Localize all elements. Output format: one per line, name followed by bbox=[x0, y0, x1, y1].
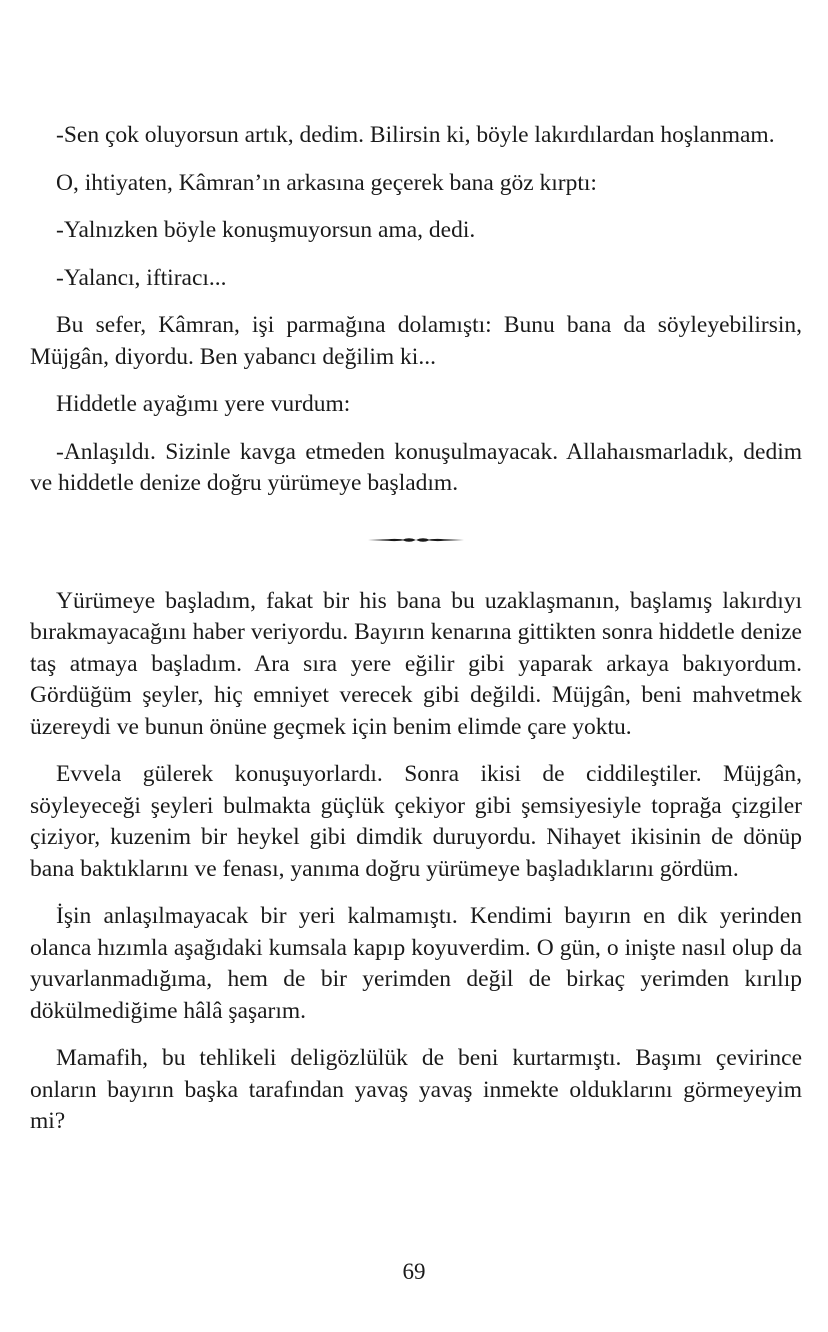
section-before-break bbox=[30, 120, 802, 500]
page-number: 69 bbox=[402, 1259, 426, 1284]
paragraph: -Yalnızken böyle konuşmuyorsun ama, dedi. bbox=[56, 217, 476, 243]
paragraph: Yürümeye başladım, fakat bir his bana bu uzaklaşmanın, başlamış lakırdıyı bırakmayacağını haber veriyordu. Bayırın kenarına gittikten sonra hiddetle denize taş atmaya başladım. Ara sıra yere eğilir gibi yaparak arkaya bakıyordum. Gördüğüm şeyler, hiç emniyet verecek gibi değildi. Müjgân, beni mahvetmek üzereydi ve bunun önüne geçmek için benim elimde çare yoktu. bbox=[30, 587, 802, 740]
paragraph: Hiddetle ayağımı yere vurdum: bbox=[56, 391, 351, 417]
paragraph: Mamafih, bu tehlikeli deligözlülük de beni kurtarmıştı. Başımı çevirince onların bayırın başka tarafından yavaş yavaş inmekte olduklarını görmeyeyim mi? bbox=[30, 1045, 802, 1134]
page-body bbox=[30, 120, 802, 1154]
paragraph: Evvela gülerek konuşuyorlardı. Sonra ikisi de ciddileştiler. Müjgân, söyleyeceği şeyleri bulmakta güçlük çekiyor gibi şemsiyesiyle toprağa çizgiler çiziyor, kuzenim bir heykel gibi dimdik duruyordu. Nihayet ikisinin de dönüp bana baktıklarını ve fenası, yanıma doğru yürümeye başladıklarını gördüm. bbox=[30, 761, 802, 882]
paragraph: -Anlaşıldı. Sizinle kavga etmeden konuşulmayacak. Allahaısmarladık, dedim ve hiddetle denize doğru yürümeye başladım. bbox=[30, 438, 802, 496]
paragraph: İşin anlaşılmayacak bir yeri kalmamıştı. Kendimi bayırın en dik yerinden olanca hızımla aşağıdaki kumsala kapıp koyuverdim. O gün, o inişte nasıl olup da yuvarlanmadığıma, hem de bir yerimden değil de birkaç yerimden kırılıp dökülmediğime hâlâ şaşarım. bbox=[30, 903, 802, 1024]
section-after-break bbox=[30, 586, 802, 1138]
section-break bbox=[30, 520, 802, 560]
paragraph: O, ihtiyaten, Kâmran’ın arkasına geçerek bana göz kırptı: bbox=[56, 169, 597, 196]
paragraph: -Sen çok oluyorsun artık, dedim. Bilirsin ki, böyle lakırdılardan hoşlanmam. bbox=[56, 122, 775, 148]
paragraph: -Yalancı, iftiracı... bbox=[56, 264, 227, 291]
ornamental-divider-icon bbox=[366, 534, 466, 546]
paragraph: Bu sefer, Kâmran, işi parmağına dolamıştı: Bunu bana da söyleyebilirsin, Müjgân, diyordu. Ben yabancı değilim ki... bbox=[30, 312, 802, 370]
